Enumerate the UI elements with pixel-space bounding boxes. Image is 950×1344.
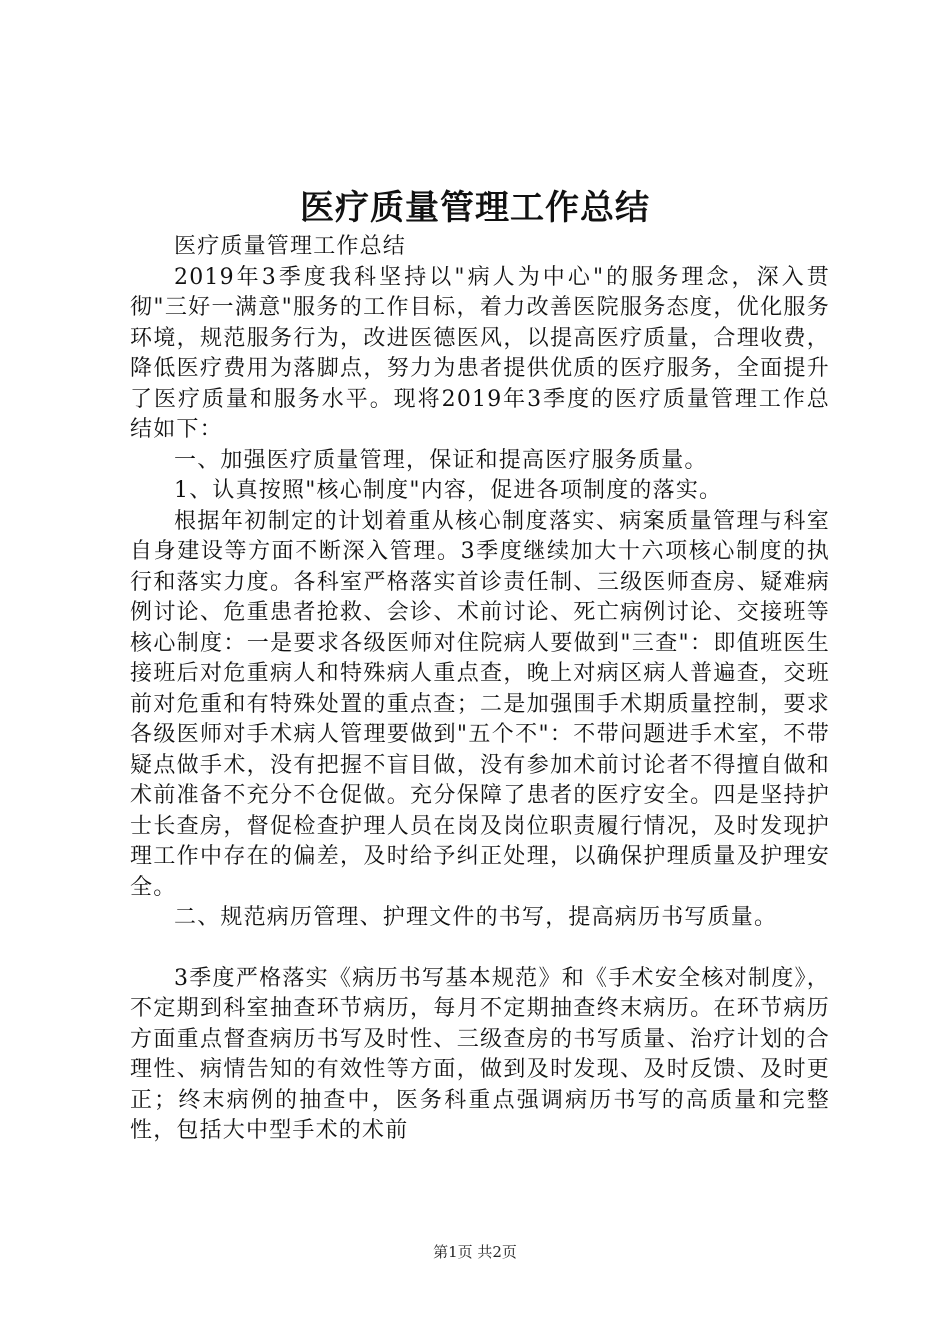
paragraph-core-system: 根据年初制定的计划着重从核心制度落实、病案质量管理与科室自身建设等方面不断深入管理。3季度继续加大十六项核心制度的执行和落实力度。各科室严格落实首诊责任制、三级医师查房、疑难病例讨论、危重患者抢救、会诊、术前讨论、死亡病例讨论、交接班等核心制度：一是要求各级医师对住院病人要做到"三查"：即值班医生接班后对危重病人和特殊病人重点查，晚上对病区病人普遍查，交班前对危重和有特殊处置的重点查；二是加强围手术期质量控制，要求各级医师对手术病人管理要做到"五个不"：不带问题进手术室，不带疑点做手术，没有把握不盲目做，没有参加术前讨论者不得擅自做和术前准备不充分不仓促做。充分保障了患者的医疗安全。四是坚持护士长查房，督促检查护理人员在岗及岗位职责履行情况，及时发现护理工作中存在的偏差，及时给予纠正处理，以确保护理质量及护理安全。 (130, 508, 830, 900)
heading-section-2: 二、规范病历管理、护理文件的书写，提高病历书写质量。 (174, 905, 778, 930)
page-footer: 第1页 共2页 (433, 1243, 517, 1261)
paragraph-medical-records: 3季度严格落实《病历书写基本规范》和《手术安全核对制度》，不定期到科室抽查环节病历，每月不定期抽查终末病历。在环节病历方面重点督查病历书写及时性、三级查房的书写质量、治疗计划的合理性、病情告知的有效性等方面，做到及时发现、及时反馈、及时更正；终末病例的抽查中，医务科重点强调病历书写的高质量和完整性，包括大中型手术的术前 (130, 965, 830, 1143)
paragraph-intro: 2019年3季度我科坚持以"病人为中心"的服务理念，深入贯彻"三好一满意"服务的工作目标，着力改善医院服务态度，优化服务环境，规范服务行为，改进医德医风，以提高医疗质量，合理收费，降低医疗费用为落脚点，努力为患者提供优质的医疗服务，全面提升了医疗质量和服务水平。现将2019年3季度的医疗质量管理工作总结如下： (130, 264, 830, 442)
heading-section-1: 一、加强医疗质量管理，保证和提高医疗服务质量。 (174, 447, 708, 473)
heading-subsection-1-1: 1、认真按照"核心制度"内容，促进各项制度的落实。 (174, 478, 723, 503)
document-title: 医疗质量管理工作总结 (300, 188, 650, 228)
paragraph-subtitle: 医疗质量管理工作总结 (174, 234, 407, 259)
document-body (130, 232, 830, 1147)
